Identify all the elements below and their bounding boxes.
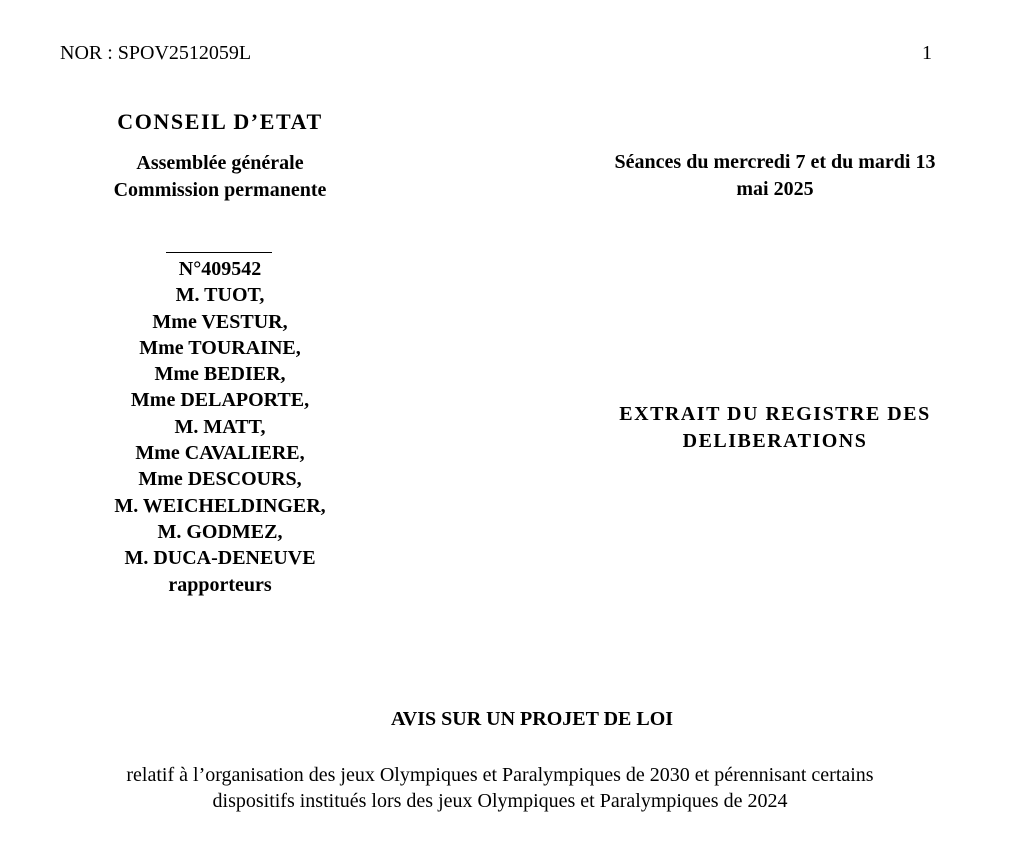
nor-reference: NOR : SPOV2512059L: [60, 42, 252, 64]
case-block: [60, 256, 380, 598]
rapporteur-item: Mme TOURAINE,: [139, 336, 301, 359]
session-line: Séances du mercredi 7 et du mardi 13: [614, 151, 936, 173]
rapporteur-item: Mme VESTUR,: [152, 310, 288, 333]
assembly-block: [60, 150, 380, 204]
session-dates: [560, 149, 990, 203]
rapporteurs-label: rapporteurs: [168, 573, 272, 596]
rapporteur-item: M. DUCA-DENEUVE: [124, 547, 316, 570]
subject-line: relatif à l’organisation des jeux Olympiques et Paralympiques de 2030 et pérennisant certains: [126, 764, 874, 786]
page-number: 1: [922, 42, 932, 64]
extract-line: EXTRAIT DU REGISTRE DES: [619, 403, 931, 425]
rapporteur-item: Mme DESCOURS,: [138, 468, 302, 491]
assembly-line: Assemblée générale: [136, 152, 304, 174]
register-extract-title: [560, 401, 990, 455]
rapporteur-item: M. TUOT,: [175, 284, 265, 307]
separator-rule: [166, 252, 272, 253]
session-line: mai 2025: [736, 178, 814, 200]
rapporteur-item: Mme CAVALIERE,: [135, 442, 305, 465]
rapporteur-item: Mme DELAPORTE,: [130, 389, 310, 412]
extract-line: DELIBERATIONS: [682, 430, 868, 452]
rapporteur-item: M. MATT,: [174, 415, 266, 438]
opinion-title: AVIS SUR UN PROJET DE LOI: [390, 708, 674, 730]
rapporteur-item: M. WEICHELDINGER,: [114, 494, 326, 517]
institution-title: CONSEIL D’ETAT: [117, 109, 323, 134]
rapporteur-item: Mme BEDIER,: [154, 363, 286, 386]
case-number: N°409542: [178, 258, 262, 280]
subject-line: dispositifs institués lors des jeux Olympiques et Paralympiques de 2024: [212, 790, 788, 812]
rapporteur-item: M. GODMEZ,: [157, 520, 283, 543]
commission-line: Commission permanente: [113, 179, 327, 201]
bill-subject: [0, 762, 1000, 814]
